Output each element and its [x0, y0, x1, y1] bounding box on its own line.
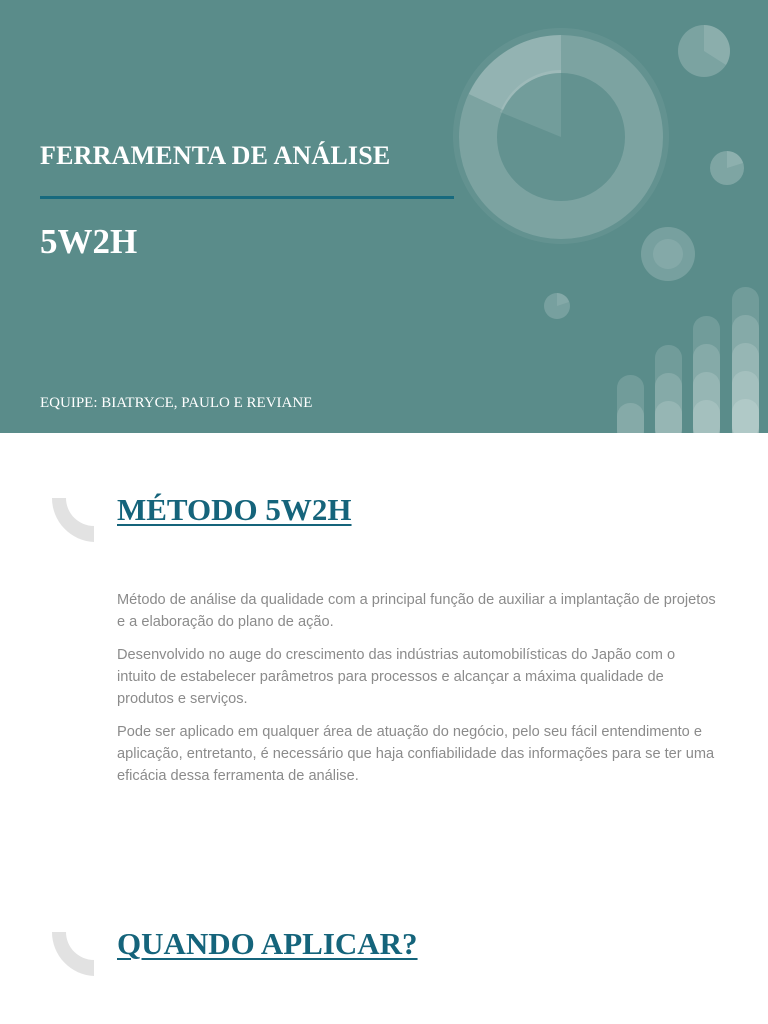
donut-chart-icon	[453, 28, 669, 244]
title-divider	[40, 196, 454, 199]
section-body	[117, 589, 717, 798]
title-slide	[0, 0, 768, 433]
dot-icon	[544, 293, 570, 319]
bar-graph-icon	[617, 287, 759, 433]
slide-kicker: FERRAMENTA DE ANÁLISE	[40, 141, 391, 170]
quarter-ring-icon	[52, 932, 96, 976]
paragraph-origin: Desenvolvido no auge do crescimento das indústrias automobilísticas do Japão com o intuito de estabelecer parâmetros para processos e alcançar a máxima qualidade de produtos e serviços.	[117, 647, 676, 707]
ring-icon	[641, 227, 695, 281]
quarter-ring-icon	[52, 498, 96, 542]
decorative-chart-graphics	[0, 0, 768, 433]
tiny-pie-icon	[710, 151, 744, 185]
paragraph-application: Pode ser aplicado em qualquer área de atuação do negócio, pelo seu fácil entendimento e aplicação, entretanto, é necessário que haja confiabilidade das informações para se ter uma eficácia dessa ferramenta de análise.	[117, 724, 715, 784]
section-heading-metodo: MÉTODO 5W2H	[117, 492, 352, 527]
slide-title: 5W2H	[40, 222, 138, 261]
paragraph-definition: Método de análise da qualidade com a principal função de auxiliar a implantação de projetos e a elaboração do plano de ação.	[117, 592, 716, 630]
small-pie-icon	[678, 25, 730, 77]
section-heading-quando-aplicar: QUANDO APLICAR?	[117, 926, 418, 961]
team-credits: EQUIPE: BIATRYCE, PAULO E REVIANE	[40, 395, 313, 411]
